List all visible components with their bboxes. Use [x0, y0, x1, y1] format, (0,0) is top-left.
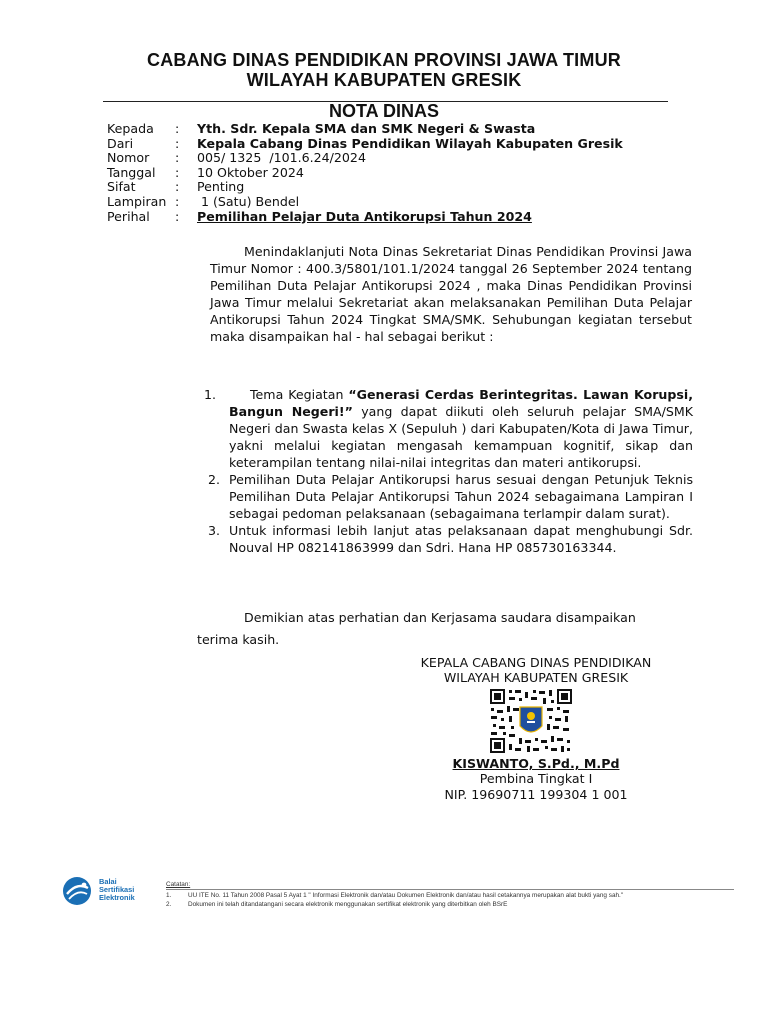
- meta-value-number: 005/ 1325 /101.6.24/2024: [197, 150, 366, 166]
- meta-value-recipient: Yth. Sdr. Kepala SMA dan SMK Negeri & Swasta: [197, 121, 536, 136]
- footnote-number: 2.: [166, 901, 172, 908]
- list-item-number: 2.: [208, 472, 221, 487]
- qr-code-signature-image: [489, 688, 573, 754]
- list-item: [204, 522, 693, 556]
- footnotes-divider: [166, 889, 734, 890]
- meta-key: Nomor: [107, 150, 150, 166]
- list-item-number: 1.: [204, 387, 217, 402]
- agency-name-line2: WILAYAH KABUPATEN GRESIK: [246, 70, 522, 90]
- list-item-text-post: yang dapat diikuti oleh seluruh pelajar SMA/SMK Negeri dan Swasta kelas X (Sepuluh ) dari Kabupaten/Kota di Jawa Timur, yakni melalui kegiatan mengasah kemampuan kognitif, sikap dan keterampilan tentang nilai-nilai integritas dan materi antikorupsi.: [229, 404, 693, 470]
- footnote-item: [166, 900, 746, 909]
- signatory-name: KISWANTO, S.Pd., M.Pd: [452, 756, 620, 771]
- memo-meta-block: [107, 122, 623, 224]
- signature-title-line1: KEPALA CABANG DINAS PENDIDIKAN: [420, 655, 652, 670]
- intro-paragraph: Menindaklanjuti Nota Dinas Sekretariat Dinas Pendidikan Provinsi Jawa Timur Nomor : 400.3/5801/101.1/2024 tanggal 26 September 2024 tentang Pemilihan Duta Pelajar Antikorupsi 2024 , maka Dinas Pendidikan Provinsi Jawa Timur melalui Sekretariat akan melaksanakan Pemilihan Duta Pelajar Antikorupsi Tahun 2024 Tingkat SMA/SMK. Sehubungan kegiatan tersebut maka disampaikan hal - hal sebagai berikut :: [210, 244, 692, 344]
- bsre-logo-text-2: Sertifikasi: [99, 885, 135, 894]
- meta-key: Dari: [107, 135, 134, 151]
- meta-row-dari: [107, 137, 623, 152]
- meta-row-tanggal: [107, 166, 623, 181]
- meta-value-nature: Penting: [197, 179, 245, 195]
- bsre-logo: [60, 874, 160, 908]
- meta-sep: :: [175, 179, 180, 195]
- meta-row-nomor: [107, 151, 623, 166]
- event-theme: “Generasi Cerdas Berintegritas. Lawan Korupsi, Bangun Negeri!”: [229, 387, 693, 419]
- meta-sep: :: [175, 121, 180, 136]
- list-item-number: 3.: [208, 523, 221, 538]
- meta-key: Sifat: [107, 179, 136, 195]
- list-item-text-pre: Tema Kegiatan: [250, 387, 349, 402]
- document-title: NOTA DINAS: [329, 101, 439, 121]
- meta-value-sender: Kepala Cabang Dinas Pendidikan Wilayah Kabupaten Gresik: [197, 135, 623, 151]
- closing-text: Demikian atas perhatian dan Kerjasama saudara disampaikan: [244, 610, 636, 625]
- bsre-logo-mark-icon: [60, 874, 94, 908]
- list-item: [204, 471, 693, 522]
- list-item-text: [229, 386, 693, 471]
- agency-name-line1: CABANG DINAS PENDIDIKAN PROVINSI JAWA TIMUR: [147, 50, 621, 70]
- footnote-number: 1.: [166, 892, 172, 899]
- list-item: [204, 386, 693, 471]
- footnote-text: Dokumen ini telah ditandatangani secara elektronik menggunakan sertifikat elektronik yang diterbitkan oleh BSrE: [188, 901, 508, 908]
- meta-value-subject: Pemilihan Pelajar Duta Antikorupsi Tahun 2024: [197, 208, 532, 224]
- meta-row-lampiran: [107, 195, 623, 210]
- meta-row-perihal: [107, 210, 623, 225]
- thanks-text: terima kasih.: [197, 632, 280, 647]
- list-item-text: Pemilihan Duta Pelajar Antikorupsi harus sesuai dengan Petunjuk Teknis Pemilihan Duta Pelajar Antikorupsi Tahun 2024 sebagaimana Lampiran I sebagai pedoman pelaksanaan (sebagaimana terlampir dalam surat).: [229, 472, 693, 521]
- list-item-text: Untuk informasi lebih lanjut atas pelaksanaan dapat menghubungi Sdr. Nouval HP 082141863999 dan Sdri. Hana HP 085730163344.: [229, 523, 693, 555]
- meta-key: Kepada: [107, 121, 154, 136]
- meta-row-sifat: [107, 180, 623, 195]
- footnote-item: [166, 891, 746, 900]
- meta-sep: :: [175, 193, 180, 209]
- signatory-nip: NIP. 19690711 199304 1 001: [444, 787, 628, 802]
- footnote-text: UU ITE No. 11 Tahun 2008 Pasal 5 Ayat 1 " Informasi Elektronik dan/atau Dokumen Elektronik dan/atau hasil cetakannya merupakan alat bukti yang sah.": [188, 892, 624, 899]
- meta-value-date: 10 Oktober 2024: [197, 164, 304, 180]
- meta-row-kepada: [107, 122, 623, 137]
- signature-title-line2: WILAYAH KABUPATEN GRESIK: [443, 670, 629, 685]
- item-list: [204, 386, 693, 556]
- meta-sep: :: [175, 208, 180, 224]
- meta-sep: :: [175, 164, 180, 180]
- meta-sep: :: [175, 135, 180, 151]
- meta-key: Tanggal: [107, 164, 156, 180]
- bsre-logo-text-3: Elektronik: [99, 893, 135, 902]
- bsre-logo-text-1: Balai: [99, 877, 117, 886]
- signatory-rank: Pembina Tingkat I: [479, 771, 593, 786]
- meta-value-attachment: 1 (Satu) Bendel: [197, 193, 300, 209]
- meta-sep: :: [175, 150, 180, 166]
- footnotes: [166, 880, 746, 909]
- meta-key: Perihal: [107, 208, 150, 224]
- meta-key: Lampiran: [107, 193, 167, 209]
- footnotes-heading: Catatan:: [166, 881, 191, 888]
